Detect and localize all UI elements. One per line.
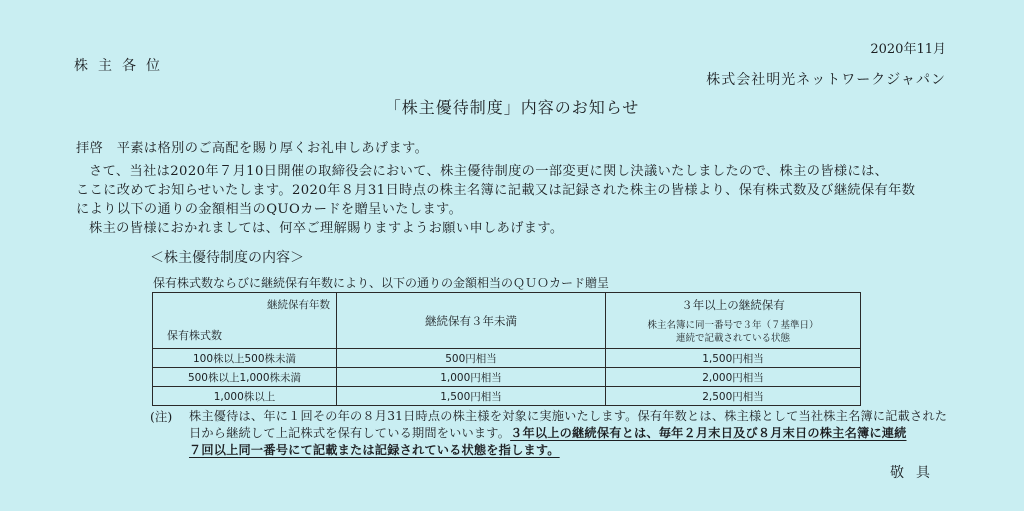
document-date: 2020年11月 (870, 42, 946, 57)
greeting-line: 拝啓 平素は格別のご高配を賜り厚くお礼申しあげます。 (76, 141, 429, 156)
over-3-years-cell: 2,000円相当 (606, 368, 861, 387)
under-3-years-cell: 1,000円相当 (337, 368, 606, 387)
over-3-years-note-2: 連続で記載されている状態 (675, 332, 790, 344)
shares-held-label: 保有株式数 (167, 329, 222, 342)
note-mark: (注) (150, 409, 173, 424)
holding-years-label: 継続保有年数 (267, 299, 330, 311)
over-3-years-cell: 2,500円相当 (606, 387, 861, 406)
over-3-years-header (606, 293, 861, 349)
note-line-3 (189, 441, 560, 458)
under-3-years-cell: 500円相当 (337, 349, 606, 368)
note-line-2-underlined: ３年以上の継続保有とは、毎年２月末日及び８月末日の株主名簿に連続 (510, 426, 907, 440)
over-3-years-cell: 1,500円相当 (606, 349, 861, 368)
table-row (153, 349, 861, 368)
paragraph-1-line-1: さて、当社は2020年７月10日開催の取締役会において、株主優待制度の一部変更に関し決議いたしましたので、株主の皆様には、 (89, 164, 889, 179)
shares-cell: 500株以上1,000株未満 (153, 368, 337, 387)
closing-phrase: 敬具 (890, 465, 942, 481)
paragraph-1-line-2: ここに改めてお知らせいたします。2020年８月31日時点の株主名簿に記載又は記録された株主の皆様より、保有株式数及び継続保有年数 (76, 183, 916, 198)
table-header-row (153, 293, 861, 349)
table-row (153, 387, 861, 406)
note-line-1: 株主優待は、年に１回その年の８月31日時点の株主様を対象に実施いたします。保有年数とは、株主様として当社株主名簿に記載された (189, 409, 948, 423)
document-title: 「株主優待制度」内容のお知らせ (384, 98, 640, 117)
over-3-years-note-1: 株主名簿に同一番号で３年（７基準日） (647, 319, 819, 331)
note-line-2 (189, 424, 907, 441)
under-3-years-header: 継続保有３年未満 (337, 293, 606, 349)
section-subheading: 保有株式数ならびに継続保有年数により、以下の通りの金額相当のＱＵＯカード贈呈 (153, 276, 610, 290)
shares-cell: 100株以上500株未満 (153, 349, 337, 368)
paragraph-1-line-3: により以下の通りの金額相当のQUOカードを贈呈いたします。 (76, 202, 463, 217)
over-3-years-title: ３年以上の継続保有 (681, 297, 785, 312)
under-3-years-cell: 1,500円相当 (337, 387, 606, 406)
section-heading: ＜株主優待制度の内容＞ (150, 250, 304, 266)
company-name: 株式会社明光ネットワークジャパン (706, 72, 946, 88)
note-line-2-plain: 日から継続して上記株式を保有している期間をいいます。 (189, 426, 511, 440)
benefit-table (152, 292, 861, 406)
shares-cell: 1,000株以上 (153, 387, 337, 406)
paragraph-2: 株主の皆様におかれましては、何卒ご理解賜りますようお願い申しあげます。 (89, 221, 564, 236)
note-line-3-underlined: ７回以上同一番号にて記載または記録されている状態を指します。 (189, 443, 560, 457)
table-corner-cell (153, 293, 337, 349)
table-row (153, 368, 861, 387)
addressee: 株主各位 (74, 58, 170, 74)
